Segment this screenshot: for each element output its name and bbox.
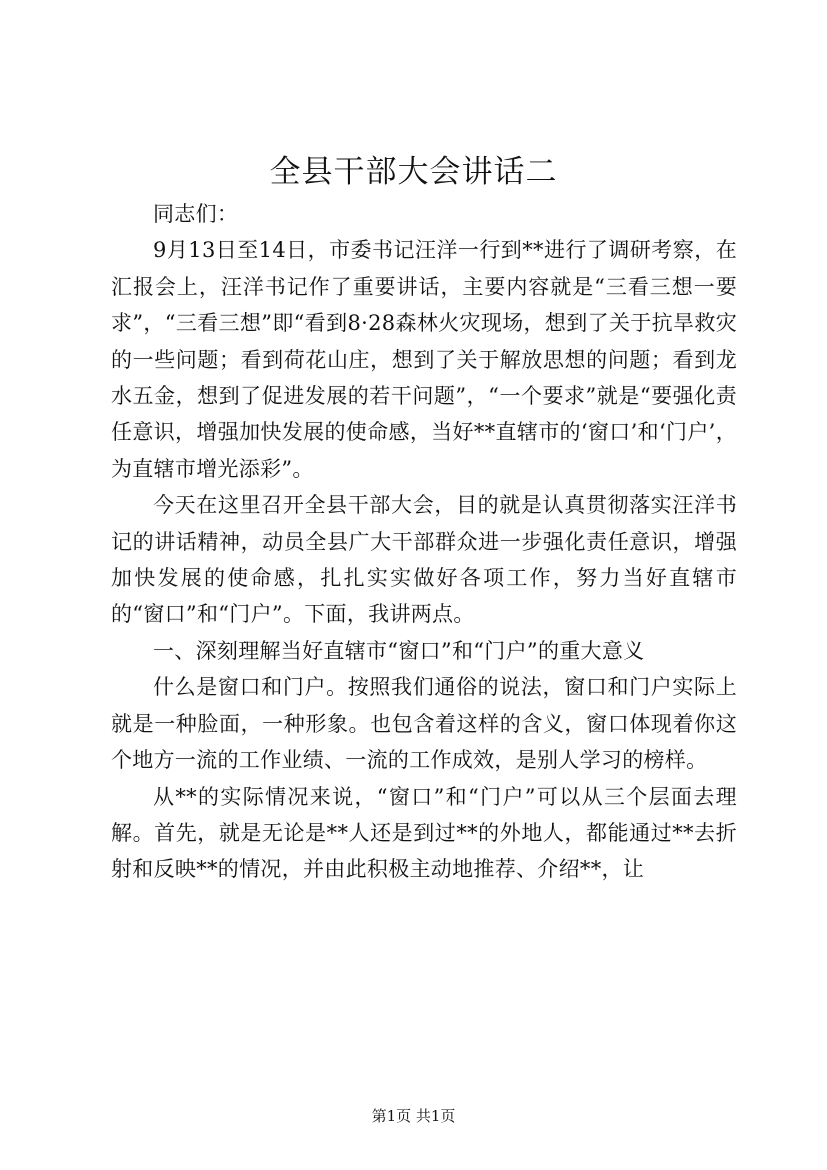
- document-title: 全县干部大会讲话二: [269, 154, 558, 190]
- paragraph-salutation: 同志们：: [153, 202, 239, 226]
- paragraph-definition: 什么是窗口和门户。按照我们通俗的说法，窗口和门户实际上就是一种脸面，一种形象。也包含着这样的含义，窗口体现着你这个地方一流的工作业绩、一流的工作成效，是别人学习的榜样。: [111, 675, 737, 773]
- paragraph-purpose: 今天在这里召开全县干部大会，目的就是认真贯彻落实汪洋书记的讲话精神，动员全县广大干部群众进一步强化责任意识，增强加快发展的使命感，扎扎实实做好各项工作，努力当好直辖市的“窗口”和“门户”。下面，我讲两点。: [111, 493, 737, 627]
- section-heading-1: 一、深刻理解当好直辖市“窗口”和“门户”的重大意义: [153, 638, 645, 663]
- page-footer: 第1页 共1页: [371, 1107, 456, 1125]
- paragraph-visit: 9月13日至14日，市委书记汪洋一行到**进行了调研考察，在汇报会上，汪洋书记作了重要讲话，主要内容就是“三看三想一要求”，“三看三想”即“看到8·28森林火灾现场，想到了关于抗旱救灾的一些问题；看到荷花山庄，想到了关于解放思想的问题；看到龙水五金，想到了促进发展的若干问题”，“一个要求”就是“要强化责任意识，增强加快发展的使命感，当好**直辖市的‘窗口’和‘门户’，为直辖市增光添彩”。: [111, 238, 737, 481]
- paragraph-levels: 从**的实际情况来说，“窗口”和“门户”可以从三个层面去理解。首先，就是无论是**人还是到过**的外地人，都能通过**去折射和反映**的情况，并由此积极主动地推荐、介绍**，让: [111, 784, 737, 882]
- document-body: [111, 196, 737, 888]
